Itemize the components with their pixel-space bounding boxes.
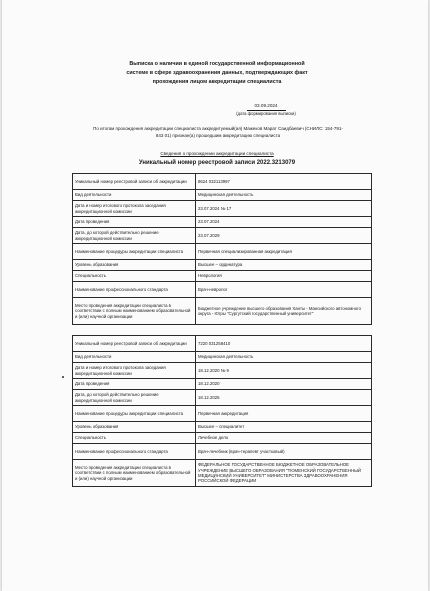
table-row <box>73 390 372 406</box>
row-value: Первичная специализированная аккредитация <box>196 244 372 260</box>
row-label: Наименование профессионального стандарта <box>73 444 196 460</box>
table-row <box>73 336 372 352</box>
table-row <box>73 406 372 422</box>
formation-date: 03.09.2024 <box>247 103 286 111</box>
title-line-3: прохождения лицом аккредитации специалиста <box>152 79 282 85</box>
row-label: Дата и номер итогового протокола заседания аккредитационной комиссии <box>73 201 196 217</box>
row-label: Уровень образования <box>73 422 196 433</box>
row-label: Вид деятельности <box>73 190 196 201</box>
row-value: Медицинская деятельность <box>196 190 372 201</box>
row-label: Уникальный номер реестровой записи об аккредитации <box>73 336 196 352</box>
row-value: Высшее – ординатура <box>196 260 372 271</box>
row-label: Наименование процедуры аккредитации специалиста <box>73 406 196 422</box>
row-label: Наименование профессионального стандарта <box>73 282 196 298</box>
table-row <box>73 433 372 444</box>
basis-line-2: 843 01) признан(а) прошедшим аккредитацию специалиста <box>155 133 281 138</box>
accreditation-table-2 <box>72 335 372 487</box>
document-title <box>92 60 342 87</box>
row-label: Уникальный номер реестровой записи об аккредитации <box>73 174 196 190</box>
table-row <box>73 260 372 271</box>
table-row <box>73 363 372 379</box>
row-value: Первичная аккредитация <box>196 406 372 422</box>
row-label: Дата и номер итогового протокола заседания аккредитационной комиссии <box>73 363 196 379</box>
table-row <box>73 298 372 325</box>
table-row <box>73 244 372 260</box>
row-value: 23.07.2024 <box>196 217 372 228</box>
row-value: 23.07.2024 № 17 <box>196 201 372 217</box>
row-label: Место проведения аккредитации специалиста в соответствии с полным наименованием образовательной и (или) научной организации <box>73 298 196 325</box>
row-label: Специальность <box>73 271 196 282</box>
row-value: 18.12.2025 <box>196 390 372 406</box>
row-label: Дата, до которой действительно решение аккредитационной комиссии <box>73 390 196 406</box>
row-value: Медицинская деятельность <box>196 352 372 363</box>
table-row <box>73 352 372 363</box>
row-value: 23.07.2029 <box>196 228 372 244</box>
row-value: 8624 032113997 <box>196 174 372 190</box>
table-row <box>73 201 372 217</box>
row-label: Дата, до которой действительно решение аккредитационной комиссии <box>73 228 196 244</box>
registry-number: Уникальный номер реестровой записи 2022.3213079 <box>138 160 296 166</box>
row-value: 7220 031258410 <box>196 336 372 352</box>
table-row <box>73 422 372 433</box>
row-value: Бюджетное учреждение высшего образования Ханты - Мансийского автономного округа - Югры "Сургутский государственный университет" <box>196 298 372 325</box>
table-row <box>73 190 372 201</box>
row-value: 18.12.2020 № 9 <box>196 363 372 379</box>
row-value: 18.12.2020 <box>196 379 372 390</box>
row-label: Наименование процедуры аккредитации специалиста <box>73 244 196 260</box>
scan-speck <box>62 376 64 378</box>
row-label: Дата проведения <box>73 217 196 228</box>
document-page <box>2 0 428 591</box>
formation-date-caption: (дата формирования выписки) <box>236 110 296 116</box>
row-value: Неврология <box>196 271 372 282</box>
accreditation-table-1 <box>72 173 372 325</box>
section-heading-text: Сведения о прохождении аккредитации специалиста <box>160 151 274 156</box>
row-value: Лечебное дело <box>196 433 372 444</box>
table-row <box>73 444 372 460</box>
row-label: Уровень образования <box>73 260 196 271</box>
row-value: Врач-невролог <box>196 282 372 298</box>
row-label: Дата проведения <box>73 379 196 390</box>
table-row <box>73 460 372 487</box>
table-row <box>73 174 372 190</box>
row-label: Вид деятельности <box>73 352 196 363</box>
row-value: ФЕДЕРАЛЬНОЕ ГОСУДАРСТВЕННОЕ БЮДЖЕТНОЕ ОБРАЗОВАТЕЛЬНОЕ УЧРЕЖДЕНИЕ ВЫСШЕГО ОБРАЗОВАНИЯ "ТЮМЕНСКИЙ ГОСУДАРСТВЕННЫЙ МЕДИЦИНСКИЙ УНИВЕРСИТЕТ" МИНИСТЕРСТВА ЗДРАВООХРАНЕНИЯ РОССИЙСКОЙ ФЕДЕРАЦИИ <box>196 460 372 487</box>
row-value: Врач-лечебник (врач-терапевт участковый) <box>196 444 372 460</box>
row-value: Высшее – специалитет <box>196 422 372 433</box>
section-heading <box>42 150 392 157</box>
title-line-1: Выписка о наличии в единой государственной информационной <box>129 61 305 67</box>
formation-date-block <box>232 103 300 117</box>
basis-line-1: По итогам прохождения аккредитации специалиста аккредитуемый(ая) Мажеков Марат Саидбаевич (СНИЛС: 154-791- <box>93 126 343 131</box>
table-row <box>73 217 372 228</box>
table-row <box>73 379 372 390</box>
row-label: Специальность <box>73 433 196 444</box>
table-row <box>73 228 372 244</box>
table-row <box>73 282 372 298</box>
table-row <box>73 271 372 282</box>
row-label: Место проведения аккредитации специалиста в соответствии с полным наименованием образовательной и (или) научной организации <box>73 460 196 487</box>
accreditation-basis-text <box>44 125 392 139</box>
title-line-2: системе в сфере здравоохранения данных, подтверждающих факт <box>126 70 308 76</box>
